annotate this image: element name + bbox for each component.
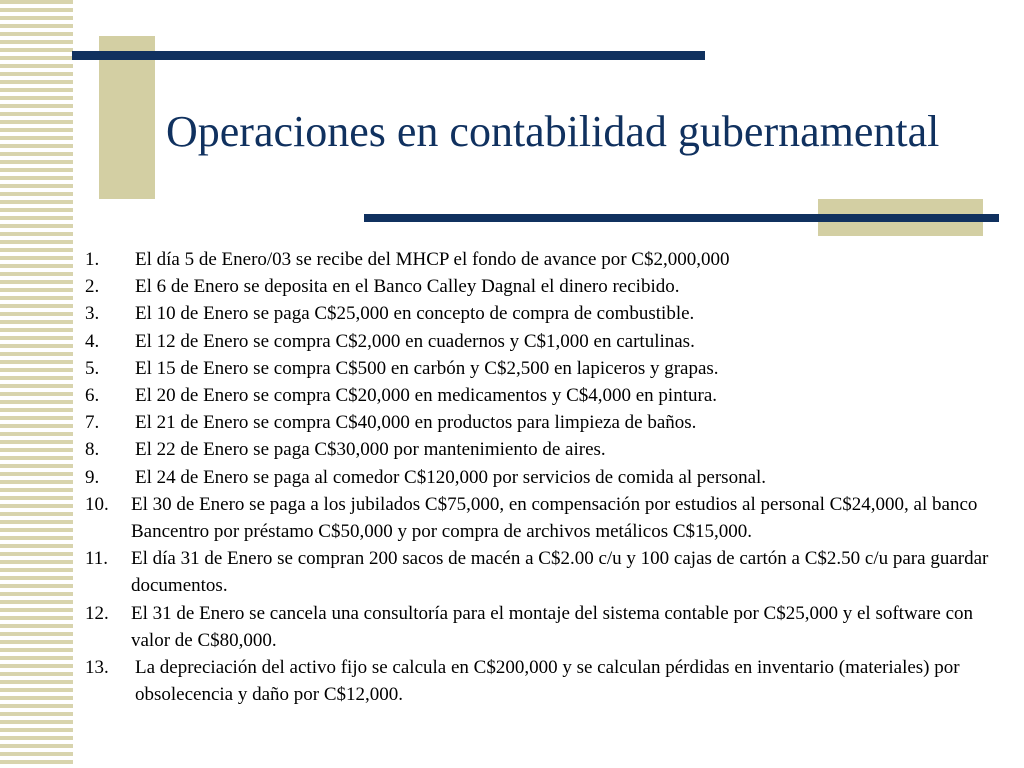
item-text: El 15 de Enero se compra C$500 en carbón y C$2,500 en lapiceros y grapas.: [135, 357, 719, 379]
decor-block-top: [99, 36, 155, 199]
item-number: 12.: [85, 602, 109, 624]
item-text: El 12 de Enero se compra C$2,000 en cuadernos y C$1,000 en cartulinas.: [135, 330, 695, 352]
list-item: [85, 491, 1015, 545]
item-number: 9.: [85, 466, 100, 488]
item-text: El 24 de Enero se paga al comedor C$120,000 por servicios de comida al personal.: [135, 466, 767, 488]
item-number: 5.: [85, 357, 100, 379]
item-number: 11.: [85, 548, 109, 570]
item-number: 3.: [85, 303, 100, 325]
accent-line-middle: [364, 214, 999, 222]
item-text: El 21 de Enero se compra C$40,000 en productos para limpieza de baños.: [135, 412, 697, 434]
list-item: [85, 409, 1015, 436]
item-number: 10.: [85, 493, 109, 515]
slide-title: Operaciones en contabilidad gubernamental: [166, 107, 940, 156]
item-number: 8.: [85, 439, 100, 461]
item-number: 13.: [85, 657, 109, 679]
list-item: [85, 246, 1015, 273]
list-item: [85, 654, 1015, 708]
item-text: El 10 de Enero se paga C$25,000 en concepto de compra de combustible.: [135, 303, 695, 325]
item-number: 4.: [85, 330, 100, 352]
item-number: 2.: [85, 276, 100, 298]
list-item: [85, 273, 1015, 300]
list-item: [85, 300, 1015, 327]
item-text: El día 31 de Enero se compran 200 sacos de macén a C$2.00 c/u y 100 cajas de cartón a C$2.50 c/u para guardar documentos.: [131, 548, 989, 597]
item-text: La depreciación del activo fijo se calcula en C$200,000 y se calculan pérdidas en inventario (materiales) por obsolecencia y daño por C$12,000.: [135, 657, 960, 706]
item-text: El 30 de Enero se paga a los jubilados C$75,000, en compensación por estudios al personal C$24,000, al banco Bancentro por préstamo C$50,000 y por compra de archivos metálicos C$15,000.: [131, 493, 978, 543]
operations-list: [85, 246, 1015, 708]
item-text: El 31 de Enero se cancela una consultoría para el montaje del sistema contable por C$25,000 y el software con valor de C$80,000.: [131, 602, 974, 651]
item-text: El 20 de Enero se compra C$20,000 en medicamentos y C$4,000 en pintura.: [135, 385, 718, 407]
list-item: [85, 355, 1015, 382]
item-text: El día 5 de Enero/03 se recibe del MHCP el fondo de avance por C$2,000,000: [135, 249, 730, 270]
list-item: [85, 600, 1015, 654]
item-number: 1.: [85, 249, 100, 270]
list-item: [85, 545, 1015, 599]
list-item: [85, 436, 1015, 463]
list-item: [85, 328, 1015, 355]
list-item: [85, 464, 1015, 491]
item-text: El 6 de Enero se deposita en el Banco Calley Dagnal el dinero recibido.: [135, 276, 680, 298]
striped-decoration: [0, 0, 73, 768]
list-item: [85, 382, 1015, 409]
item-text: El 22 de Enero se paga C$30,000 por mantenimiento de aires.: [135, 439, 606, 461]
item-number: 7.: [85, 412, 100, 434]
accent-line-top: [72, 51, 705, 60]
item-number: 6.: [85, 385, 100, 407]
